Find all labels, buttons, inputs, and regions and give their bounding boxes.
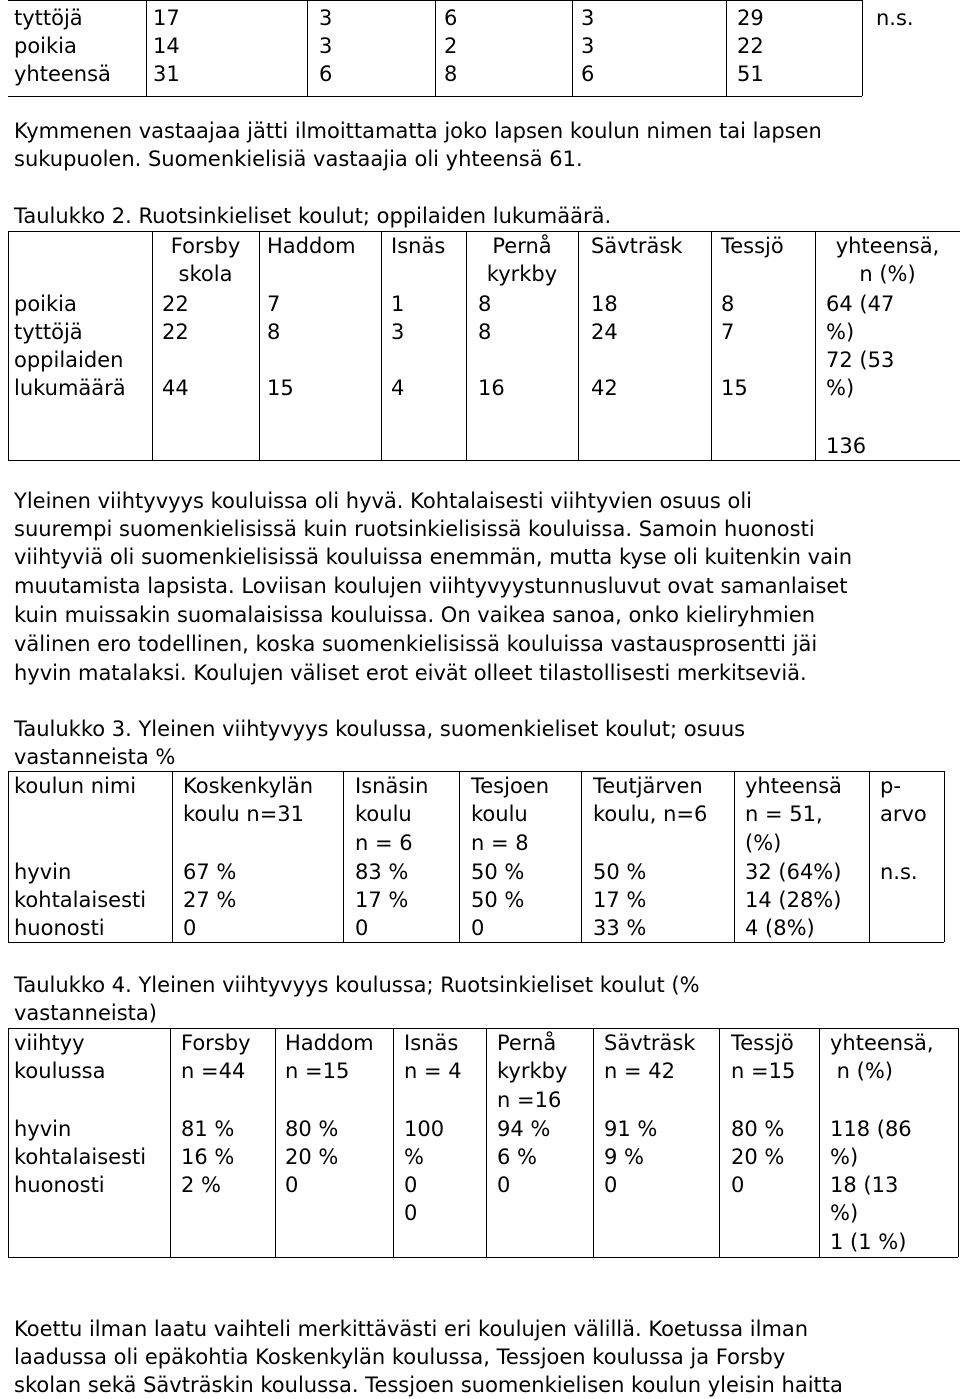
table-cell: 0 xyxy=(471,916,485,940)
table-cell: 18 (13 xyxy=(830,1173,899,1197)
column-header: Haddom xyxy=(285,1031,374,1055)
table-border xyxy=(862,0,863,96)
table-border xyxy=(259,231,260,460)
column-header: n = 42 xyxy=(604,1059,675,1083)
table-cell: 4 xyxy=(391,376,405,400)
table-border xyxy=(8,1257,958,1258)
row-label: kohtalaisesti xyxy=(14,888,147,912)
table-cell: 6 xyxy=(581,62,595,86)
table-cell: 0 xyxy=(731,1173,745,1197)
table-border xyxy=(486,1028,487,1257)
table-border xyxy=(958,1028,959,1257)
row-label: hyvin xyxy=(14,1117,72,1141)
text-line: viihtyviä oli suomenkielisissä kouluissa enemmän, mutta kyse oli kuitenkin vain xyxy=(14,545,853,569)
column-header: viihtyy xyxy=(14,1031,85,1055)
significance-cell: n.s. xyxy=(876,6,914,30)
text-line: Kymmenen vastaajaa jätti ilmoittamatta joko lapsen koulun nimen tai lapsen xyxy=(14,119,822,143)
table-cell: 3 xyxy=(581,6,595,30)
table-border xyxy=(578,231,579,460)
table-cell: 0 xyxy=(497,1173,511,1197)
column-header: Isnäs xyxy=(404,1031,459,1055)
table-cell: 100 xyxy=(404,1117,445,1141)
table-cell: 15 xyxy=(721,376,748,400)
table-cell: 17 xyxy=(153,6,180,30)
table-cell: 7 xyxy=(267,292,281,316)
row-label: yhteensä xyxy=(14,62,111,86)
column-header: yhteensä xyxy=(745,774,842,798)
table-cell: 83 % xyxy=(355,860,409,884)
column-header: n =15 xyxy=(731,1059,796,1083)
table-cell: 32 (64%) xyxy=(745,860,842,884)
table-border xyxy=(8,231,9,460)
column-header: koulun nimi xyxy=(14,774,137,798)
table-cell: 3 xyxy=(391,320,405,344)
column-header: Forsby xyxy=(181,1031,251,1055)
table-cell: 9 % xyxy=(604,1145,644,1169)
table-cell: 50 % xyxy=(471,888,525,912)
table-cell: 1 xyxy=(391,292,405,316)
table-border xyxy=(172,771,173,942)
text-line: kuin muissakin suomalaisissa kouluissa. On vaikea sanoa, onko kieliryhmien xyxy=(14,603,816,627)
table-cell: 17 % xyxy=(593,888,647,912)
table-cell: 29 xyxy=(737,6,764,30)
table-border xyxy=(593,1028,594,1257)
column-header: Tessjö xyxy=(721,234,784,258)
table-border xyxy=(381,231,382,460)
row-label: oppilaiden xyxy=(14,348,124,372)
text-line: Koettu ilman laatu vaihteli merkittävästi eri koulujen välillä. Koetussa ilman xyxy=(14,1317,809,1341)
table-border xyxy=(726,0,727,96)
column-header: n =44 xyxy=(181,1059,246,1083)
row-label: huonosti xyxy=(14,916,105,940)
column-header: arvo xyxy=(880,802,927,826)
column-header: koulu xyxy=(471,802,528,826)
table-border xyxy=(8,1028,958,1029)
table-cell: 14 (28%) xyxy=(745,888,842,912)
table-cell: 33 % xyxy=(593,916,647,940)
table-cell: 14 xyxy=(153,34,180,58)
column-header: yhteensä, xyxy=(830,1031,934,1055)
table-cell: 6 xyxy=(319,62,333,86)
row-label: lukumäärä xyxy=(14,376,126,400)
table-cell: 3 xyxy=(319,6,333,30)
table-cell: %) xyxy=(826,376,855,400)
table-cell: 6 xyxy=(444,6,458,30)
table-cell: 80 % xyxy=(285,1117,339,1141)
text-line: Yleinen viihtyvyys kouluissa oli hyvä. Kohtalaisesti viihtyvien osuus oli xyxy=(14,489,752,513)
table-cell: 18 xyxy=(591,292,618,316)
text-line: skolan sekä Sävträskin koulussa. Tessjoen suomenkielisen koulun yleisin haitta xyxy=(14,1373,843,1397)
table-border xyxy=(459,771,460,942)
row-label: kohtalaisesti xyxy=(14,1145,147,1169)
column-header: skola xyxy=(178,262,233,286)
table-cell: 16 xyxy=(478,376,505,400)
column-header: Koskenkylän xyxy=(183,774,314,798)
table-cell: 4 (8%) xyxy=(745,916,815,940)
column-header: Pernå xyxy=(497,1031,557,1055)
column-header: n (%) xyxy=(830,1059,893,1083)
table-cell: 8 xyxy=(478,320,492,344)
column-header: n =15 xyxy=(285,1059,350,1083)
table-cell: 8 xyxy=(267,320,281,344)
table-cell: 80 % xyxy=(731,1117,785,1141)
table-cell: 2 xyxy=(444,34,458,58)
column-header: Pernå xyxy=(492,234,552,258)
column-header: n = 8 xyxy=(471,831,529,855)
column-header: (%) xyxy=(745,831,782,855)
row-label: huonosti xyxy=(14,1173,105,1197)
table-cell: 22 xyxy=(162,320,189,344)
row-label: tyttöjä xyxy=(14,320,83,344)
table-border xyxy=(435,0,436,96)
table-cell: 50 % xyxy=(593,860,647,884)
table-border xyxy=(8,96,862,97)
table-cell: 91 % xyxy=(604,1117,658,1141)
column-header: Sävträsk xyxy=(604,1031,696,1055)
column-header: Teutjärven xyxy=(593,774,703,798)
table-cell: 7 xyxy=(721,320,735,344)
text-line: muutamista lapsista. Loviisan koulujen viihtyvyystunnusluvut ovat samanlaiset xyxy=(14,574,848,598)
table-cell: 72 (53 xyxy=(826,348,895,372)
column-header: koulu n=31 xyxy=(183,802,305,826)
table-cell: 51 xyxy=(737,62,764,86)
table-cell: 8 xyxy=(721,292,735,316)
column-header: Forsby xyxy=(170,234,241,258)
table-border xyxy=(581,771,582,942)
column-header: Tesjoen xyxy=(471,774,550,798)
column-header: Tessjö xyxy=(731,1031,794,1055)
table-cell: 94 % xyxy=(497,1117,551,1141)
table-border xyxy=(711,231,712,460)
column-header: koulu, n=6 xyxy=(593,802,708,826)
table-cell: %) xyxy=(830,1145,859,1169)
table-cell: 44 xyxy=(162,376,189,400)
table-cell: 16 % xyxy=(181,1145,235,1169)
table-cell: 0 xyxy=(183,916,197,940)
column-header: Isnäs xyxy=(391,234,446,258)
table-border xyxy=(393,1028,394,1257)
column-header: yhteensä, xyxy=(835,234,940,258)
table-cell: 50 % xyxy=(471,860,525,884)
table-cell: 22 xyxy=(162,292,189,316)
table-cell: 3 xyxy=(581,34,595,58)
table-cell: 67 % xyxy=(183,860,237,884)
row-label: tyttöjä xyxy=(14,6,83,30)
table-cell: 22 xyxy=(737,34,764,58)
text-line: laadussa oli epäkohtia Koskenkylän koulussa, Tessjoen koulussa ja Forsby xyxy=(14,1345,786,1369)
column-header: n = 6 xyxy=(355,831,413,855)
table-cell: 27 % xyxy=(183,888,237,912)
table-cell: 0 xyxy=(355,916,369,940)
table-border xyxy=(146,0,147,96)
row-label: hyvin xyxy=(14,860,72,884)
table-border xyxy=(343,771,344,942)
table-cell: 42 xyxy=(591,376,618,400)
text-line: välinen ero todellinen, koska suomenkielisissä kouluissa vastausprosentti jäi xyxy=(14,632,818,656)
table-border xyxy=(170,1028,171,1257)
table-border xyxy=(572,0,573,96)
column-header: p- xyxy=(880,774,901,798)
table-caption: Taulukko 3. Yleinen viihtyvyys koulussa, suomenkieliset koulut; osuus xyxy=(14,717,746,741)
table-border xyxy=(8,460,960,461)
table-border xyxy=(8,771,9,942)
table-cell: 8 xyxy=(478,292,492,316)
column-header: koulu xyxy=(355,802,412,826)
table-cell: 20 % xyxy=(731,1145,785,1169)
table-cell: %) xyxy=(830,1201,859,1225)
column-header: kyrkby xyxy=(497,1059,568,1083)
table-border xyxy=(275,1028,276,1257)
column-header: n = 51, xyxy=(745,802,823,826)
table-caption: Taulukko 4. Yleinen viihtyvyys koulussa; Ruotsinkieliset koulut (% xyxy=(14,973,700,997)
table-cell: 2 % xyxy=(181,1173,221,1197)
column-header: koulussa xyxy=(14,1059,106,1083)
text-line: hyvin matalaksi. Koulujen väliset erot eivät olleet tilastollisesti merkitseviä. xyxy=(14,661,807,685)
table-cell: 118 (86 xyxy=(830,1117,912,1141)
table-border xyxy=(8,1028,9,1257)
table-cell: 0 xyxy=(604,1173,618,1197)
text-line: suurempi suomenkielisissä kuin ruotsinkielisissä kouluissa. Samoin huonosti xyxy=(14,517,815,541)
table-caption: vastanneista) xyxy=(14,1001,157,1025)
table-border xyxy=(869,771,870,942)
column-header: kyrkby xyxy=(486,262,558,286)
table-cell: 3 xyxy=(319,34,333,58)
table-cell: 6 % xyxy=(497,1145,537,1169)
table-border xyxy=(307,0,308,96)
table-cell: 15 xyxy=(267,376,294,400)
table-cell: 24 xyxy=(591,320,618,344)
column-header: n (%) xyxy=(859,262,916,286)
table-cell: 0 xyxy=(404,1173,418,1197)
column-header: Haddom xyxy=(267,234,356,258)
row-label: poikia xyxy=(14,34,77,58)
table-cell: 0 xyxy=(404,1201,418,1225)
table-border xyxy=(819,1028,820,1257)
table-cell: 20 % xyxy=(285,1145,339,1169)
column-header: n =16 xyxy=(497,1088,562,1112)
table-border xyxy=(8,942,944,943)
table-cell: 136 xyxy=(826,434,867,458)
row-label: poikia xyxy=(14,292,77,316)
table-border xyxy=(944,771,945,942)
column-header: Isnäsin xyxy=(355,774,429,798)
significance-cell: n.s. xyxy=(880,860,918,884)
table-cell: 17 % xyxy=(355,888,409,912)
table-cell: %) xyxy=(826,320,855,344)
table-cell: 1 (1 %) xyxy=(830,1230,907,1254)
table-cell: 0 xyxy=(285,1173,299,1197)
text-line: sukupuolen. Suomenkielisiä vastaajia oli yhteensä 61. xyxy=(14,147,583,171)
table-caption: Taulukko 2. Ruotsinkieliset koulut; oppilaiden lukumäärä. xyxy=(14,204,612,228)
table-cell: % xyxy=(404,1145,424,1169)
table-caption: vastanneista % xyxy=(14,745,176,769)
table-border xyxy=(719,1028,720,1257)
column-header: n = 4 xyxy=(404,1059,462,1083)
table-border xyxy=(734,771,735,942)
column-header: Sävträsk xyxy=(591,234,683,258)
table-cell: 64 (47 xyxy=(826,292,895,316)
table-cell: 31 xyxy=(153,62,180,86)
table-cell: 81 % xyxy=(181,1117,235,1141)
table-cell: 8 xyxy=(444,62,458,86)
